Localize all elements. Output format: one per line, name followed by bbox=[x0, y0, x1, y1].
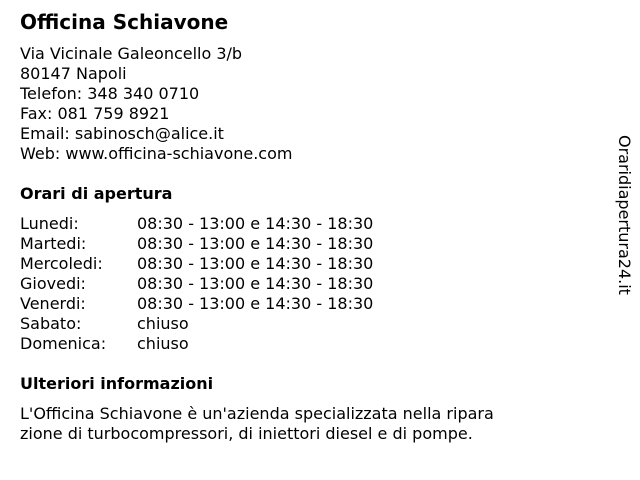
hours-time: chiuso bbox=[137, 334, 189, 353]
hours-heading: Orari di apertura bbox=[20, 184, 173, 203]
hours-time: 08:30 - 13:00 e 14:30 - 18:30 bbox=[137, 214, 374, 233]
email-line: Email: sabinosch@alice.it bbox=[20, 124, 224, 143]
hours-day: Giovedi: bbox=[20, 274, 86, 293]
site-watermark: Oraridiapertura24.it bbox=[615, 135, 634, 295]
address-street: Via Vicinale Galeoncello 3/b bbox=[20, 44, 243, 63]
info-line: zione di turbocompressori, di iniettori diesel e di pompe. bbox=[20, 424, 473, 443]
info-text bbox=[20, 404, 494, 444]
hours-day: Venerdi: bbox=[20, 294, 86, 313]
business-name: Officina Schiavone bbox=[20, 10, 229, 34]
web-line: Web: www.officina-schiavone.com bbox=[20, 144, 293, 163]
hours-day: Mercoledi: bbox=[20, 254, 103, 273]
fax-line: Fax: 081 759 8921 bbox=[20, 104, 170, 123]
info-line: L'Officina Schiavone è un'azienda specializzata nella ripara bbox=[20, 404, 494, 423]
phone-line: Telefon: 348 340 0710 bbox=[20, 84, 200, 103]
hours-time: chiuso bbox=[137, 314, 189, 333]
address-city: 80147 Napoli bbox=[20, 64, 127, 83]
hours-day: Sabato: bbox=[20, 314, 82, 333]
hours-time: 08:30 - 13:00 e 14:30 - 18:30 bbox=[137, 294, 374, 313]
info-heading: Ulteriori informazioni bbox=[20, 374, 214, 393]
contact-block bbox=[20, 44, 292, 164]
hours-time: 08:30 - 13:00 e 14:30 - 18:30 bbox=[137, 234, 374, 253]
hours-day: Martedi: bbox=[20, 234, 87, 253]
hours-day: Lunedi: bbox=[20, 214, 79, 233]
hours-day: Domenica: bbox=[20, 334, 107, 353]
hours-time: 08:30 - 13:00 e 14:30 - 18:30 bbox=[137, 254, 374, 273]
hours-time: 08:30 - 13:00 e 14:30 - 18:30 bbox=[137, 274, 374, 293]
